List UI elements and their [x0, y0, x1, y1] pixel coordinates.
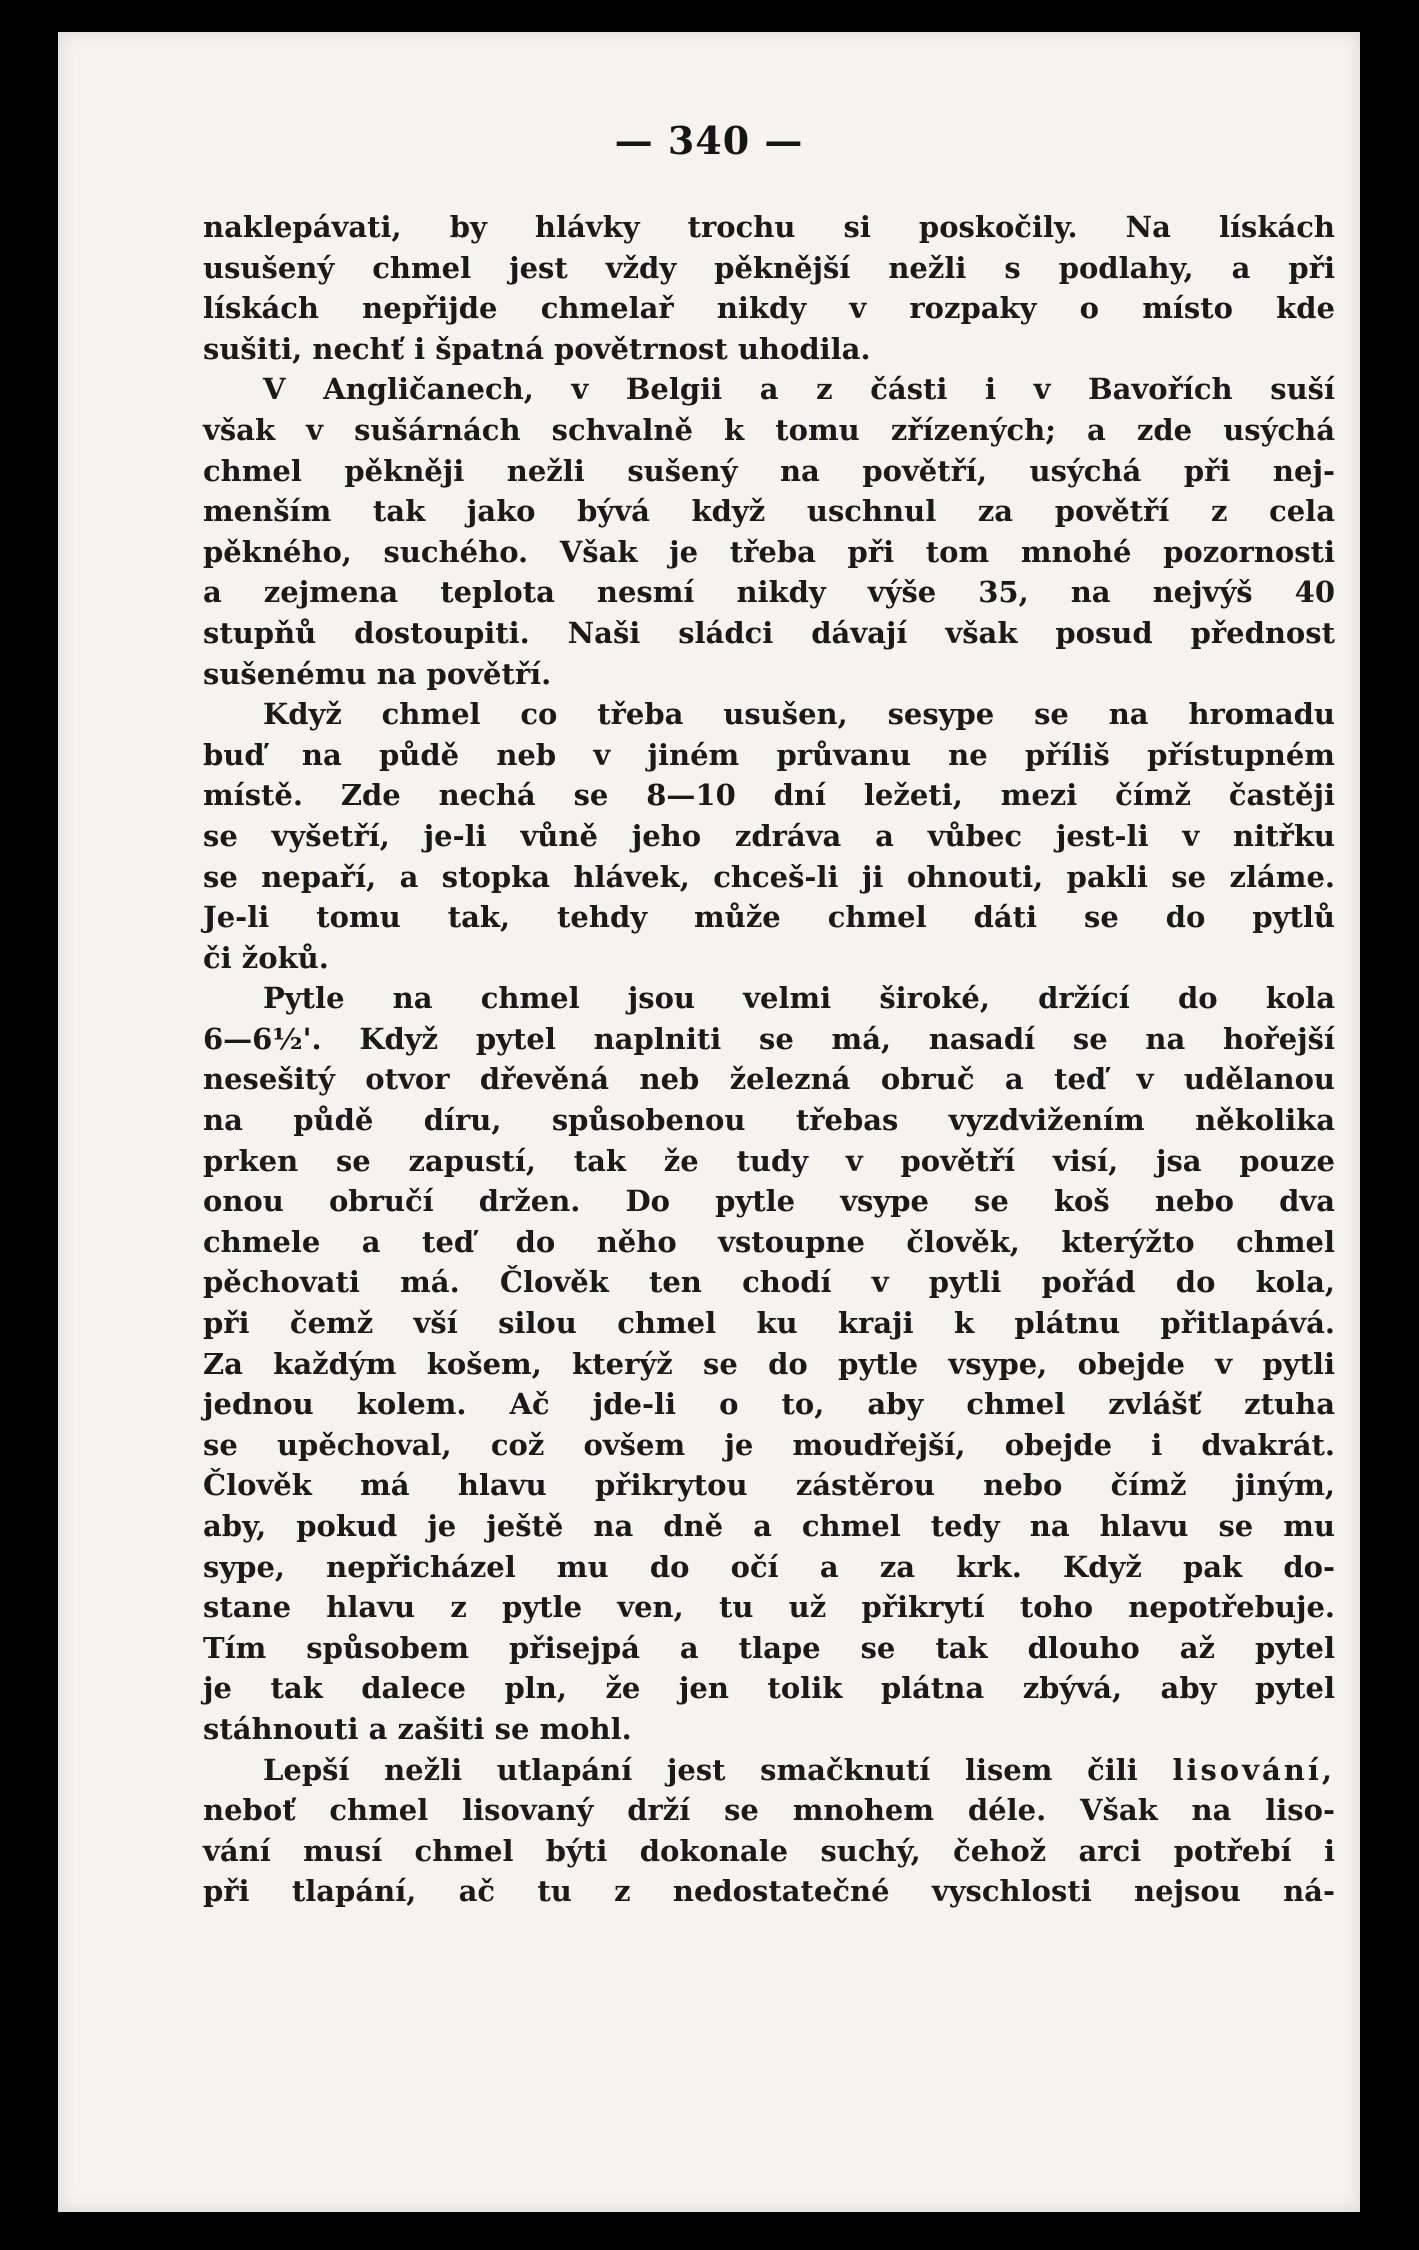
paragraph-2 — [203, 369, 1335, 694]
text-line: je tak dalece pln, že jen tolik plátna zbývá, aby pytel — [203, 1671, 1335, 1706]
text-line: jednou kolem. Ač jde-li o to, aby chmel zvlášť ztuha — [203, 1387, 1335, 1422]
paragraph-1 — [203, 207, 1335, 369]
text-line: onou obručí držen. Do pytle vsype se koš nebo dva — [203, 1184, 1335, 1219]
paragraph-5 — [203, 1750, 1335, 1912]
text-line: V Angličanech, v Belgii a z části i v Bavořích suší — [263, 372, 1335, 407]
text-line: Za každým košem, kterýž se do pytle vsype, obejde v pytli — [203, 1346, 1335, 1381]
text-line: lískách nepřijde chmelař nikdy v rozpaky o místo kde — [203, 291, 1335, 326]
text-line: menším tak jako bývá když uschnul za povětří z cela — [203, 494, 1335, 529]
text-line: neboť chmel lisovaný drží se mnohem déle. Však na liso- — [203, 1793, 1335, 1828]
text-line: usušený chmel jest vždy pěknější nežli s podlahy, a při — [203, 250, 1335, 285]
text-line: naklepávati, by hlávky trochu si poskočily. Na lískách — [203, 210, 1335, 244]
text-line: se nepaří, a stopka hlávek, chceš-li ji ohnouti, pakli se zláme. — [203, 859, 1335, 894]
text-line: sype, nepřicházel mu do očí a za krk. Když pak do- — [203, 1549, 1335, 1584]
text-line: chmel pěkněji nežli sušený na povětří, usýchá při nej- — [203, 453, 1335, 488]
text-line: Když chmel co třeba usušen, sesype se na hromadu — [263, 697, 1335, 732]
text-line: nesešitý otvor dřevěná neb železná obruč a teď v udělanou — [203, 1062, 1335, 1097]
text-line: Člověk má hlavu přikrytou zástěrou nebo čímž jiným, — [203, 1468, 1335, 1503]
text-line: na půdě díru, spůsobenou třebas vyzdvižením několika — [203, 1103, 1335, 1138]
text-line — [203, 1750, 1335, 1791]
text-line: sušenému na povětří. — [203, 656, 552, 691]
emphasized-term: lisování, — [1172, 1752, 1335, 1787]
text-line: stane hlavu z pytle ven, tu už přikrytí toho nepotřebuje. — [203, 1590, 1335, 1625]
text-line: při tlapání, ač tu z nedostatečné vyschlosti nejsou ná- — [203, 1874, 1335, 1909]
book-page — [58, 32, 1360, 2212]
text-line: 6—6½'. Když pytel naplniti se má, nasadí se na hořejší — [203, 1021, 1335, 1056]
body-text — [203, 207, 1335, 1912]
page-number: — 340 — — [614, 118, 804, 163]
text-line: prken se zapustí, tak že tudy v povětří visí, jsa pouze — [203, 1143, 1335, 1178]
text-line: a zejmena teplota nesmí nikdy výše 35, na nejvýš 40 — [203, 575, 1335, 610]
text-line: pěchovati má. Člověk ten chodí v pytli pořád do kola, — [203, 1265, 1335, 1300]
text-line: místě. Zde nechá se 8—10 dní ležeti, mezi čímž častěji — [203, 778, 1335, 813]
paragraph-3 — [203, 694, 1335, 978]
text-line: stupňů dostoupiti. Naši sládci dávají však posud přednost — [203, 615, 1335, 650]
text-line: sušiti, nechť i špatná povětrnost uhodila. — [203, 331, 871, 366]
text-line: se upěchoval, což ovšem je moudřejší, obejde i dvakrát. — [203, 1427, 1335, 1462]
text-fragment: Lepší nežli utlapání jest smačknutí lisem čili — [263, 1752, 1138, 1787]
text-line: při čemž vší silou chmel ku kraji k plátnu přitlapává. — [203, 1306, 1335, 1341]
text-line: Pytle na chmel jsou velmi široké, držící do kola — [263, 981, 1335, 1016]
text-line: se vyšetří, je-li vůně jeho zdráva a vůbec jest-li v nitřku — [203, 818, 1335, 853]
text-line: buď na půdě neb v jiném průvanu ne příliš přístupném — [203, 737, 1335, 772]
text-line: či žoků. — [203, 940, 329, 975]
paragraph-4 — [203, 978, 1335, 1749]
text-line: Je-li tomu tak, tehdy může chmel dáti se do pytlů — [203, 900, 1335, 935]
text-line: však v sušárnách schvalně k tomu zřízených; a zde usýchá — [203, 412, 1335, 447]
text-line: pěkného, suchého. Však je třeba při tom mnohé pozornosti — [203, 534, 1335, 569]
text-line: Tím spůsobem přisejpá a tlape se tak dlouho až pytel — [203, 1630, 1335, 1665]
text-line: chmele a teď do něho vstoupne člověk, kterýžto chmel — [203, 1224, 1335, 1259]
text-line: stáhnouti a zašiti se mohl. — [203, 1711, 632, 1746]
text-line: vání musí chmel býti dokonale suchý, čehož arci potřebí i — [203, 1833, 1335, 1868]
text-line: aby, pokud je ještě na dně a chmel tedy na hlavu se mu — [203, 1509, 1335, 1543]
